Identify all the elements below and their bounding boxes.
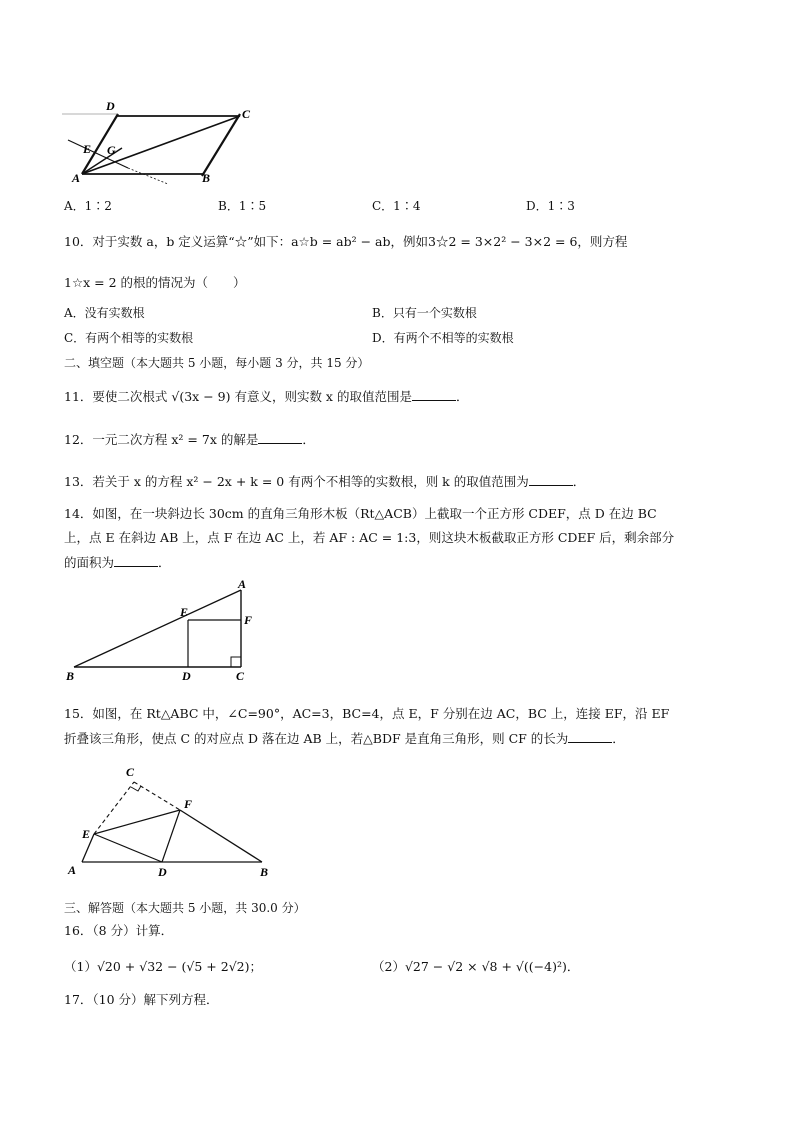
label-D: D [106,99,115,113]
label-E: E [82,827,91,841]
label-E: E [180,605,189,619]
q14-answer-blank[interactable] [114,554,158,567]
section3-heading: 三、解答题（本大题共 5 小题，共 30.0 分） [64,901,306,915]
q15-line2 [64,729,625,747]
q14-end: ． [158,555,171,570]
q15-end: ． [612,731,625,746]
label-C: C [236,669,245,683]
label-B: B [202,171,211,185]
q12-answer-blank[interactable] [258,431,302,444]
label-A: A [68,863,77,877]
q12-text: 12．一元二次方程 x² = 7x 的解是 [64,432,259,447]
q15-answer-blank[interactable] [568,730,612,743]
label-A: A [238,580,247,591]
figure-q14-triangle [60,580,270,685]
label-D: D [182,669,191,683]
q9-option-a: A．1∶2 [64,199,112,213]
q17-title: 17．（10 分）解下列方程． [64,992,219,1007]
label-C: C [126,765,135,779]
q16-title: 16．（8 分）计算． [64,923,174,938]
q13-answer-blank[interactable] [529,473,573,486]
figure-q9-parallelogram [58,96,268,186]
label-D: D [158,865,167,879]
q12-end: ． [302,432,315,447]
q13-end: ． [572,474,586,489]
q16-part1: （1）√20 + √32 − (√5 + 2√2)； [64,959,262,974]
q10-option-c: C．有两个相等的实数根 [64,331,194,345]
q10-option-d: D．有两个不相等的实数根 [372,331,514,345]
label-F: F [184,797,193,811]
label-A: A [72,171,81,185]
q12 [64,430,315,448]
q14-line1: 14．如图，在一块斜边长 30cm 的直角三角形木板（Rt△ACB）上截取一个正方形 CDEF，点 D 在边 BC [64,506,657,521]
q9-option-c: C．1∶4 [372,199,421,213]
q14-line3-text: 的面积为 [64,555,115,570]
q14-line3 [64,553,171,571]
q11-end: ． [455,389,469,404]
q11-text: 11．要使二次根式 √(3x − 9) 有意义，则实数 x 的取值范围是 [64,389,412,404]
label-F: F [244,613,253,627]
label-G: G [107,143,116,157]
q15-line2-text: 折叠该三角形，使点 C 的对应点 D 落在边 AB 上，若△BDF 是直角三角形，则 CF 的长为 [64,731,569,746]
figure-q15-fold [62,760,282,880]
label-B: B [66,669,75,683]
q11-answer-blank[interactable] [412,388,456,401]
q13 [64,472,585,490]
q14-line2: 上，点 E 在斜边 AB 上，点 F 在边 AC 上，若 AF : AC = 1:3，则这块木板截取正方形 CDEF 后，剩余部分 [64,530,675,545]
q13-text: 13．若关于 x 的方程 x² − 2x + k = 0 有两个不相等的实数根，则 k 的取值范围为 [64,474,529,489]
q10-option-b: B．只有一个实数根 [372,306,477,320]
q15-line1: 15．如图，在 Rt△ABC 中，∠C=90°，AC=3，BC=4，点 E，F 分别在边 AC，BC 上，连接 EF，沿 EF [64,706,670,721]
q9-option-b: B．1∶5 [218,199,267,213]
q10-option-a: A．没有实数根 [64,306,145,320]
label-B: B [260,865,269,879]
q9-option-d: D．1∶3 [526,199,575,213]
section2-heading: 二、填空题（本大题共 5 小题，每小题 3 分，共 15 分） [64,356,370,370]
label-E: E [83,142,92,156]
q10-line2: 1☆x = 2 的根的情况为（ ） [64,275,246,290]
q16-part2: （2）√27 − √2 × √8 + √((−4)²)． [372,959,580,974]
q10-line1: 10．对于实数 a，b 定义运算“☆”如下：a☆b = ab² − ab，例如3☆2 = 3×2² − 3×2 = 6，则方程 [64,234,628,249]
label-C: C [242,107,251,121]
q11 [64,387,468,405]
